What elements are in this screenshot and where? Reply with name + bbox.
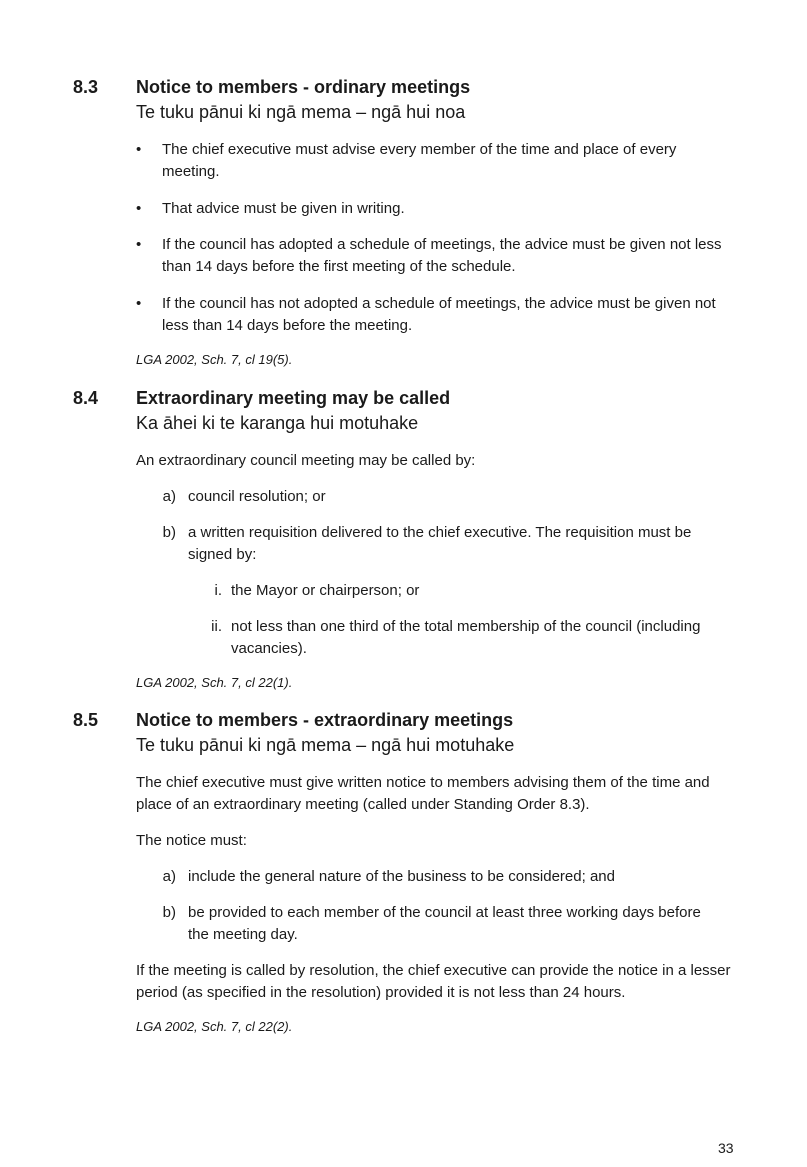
list-item-text: a written requisition delivered to the chief executive. The requisition must be signed by: bbox=[188, 524, 692, 563]
list-marker: ii. bbox=[211, 618, 222, 635]
section-subtitle: Te tuku pānui ki ngā mema – ngā hui noa bbox=[136, 102, 466, 122]
list-item-text: That advice must be given in writing. bbox=[162, 200, 405, 217]
citation: LGA 2002, Sch. 7, cl 22(1). bbox=[136, 675, 293, 690]
section-number: 8.4 bbox=[73, 388, 99, 408]
citation: LGA 2002, Sch. 7, cl 19(5). bbox=[136, 352, 293, 367]
list-item-text: include the general nature of the business to be considered; and bbox=[188, 868, 615, 885]
bullet-icon: • bbox=[136, 295, 142, 312]
citation: LGA 2002, Sch. 7, cl 22(2). bbox=[136, 1019, 293, 1034]
list-item-text: If the council has adopted a schedule of meetings, the advice must be given not less than 14 days before the first meeting of the schedule. bbox=[162, 236, 722, 275]
section-subtitle: Ka āhei ki te karanga hui motuhake bbox=[136, 413, 419, 433]
section-number: 8.5 bbox=[73, 710, 99, 730]
section-subtitle: Te tuku pānui ki ngā mema – ngā hui motuhake bbox=[136, 735, 515, 755]
list-marker: a) bbox=[162, 488, 176, 505]
section-title: Notice to members - ordinary meetings bbox=[136, 77, 471, 97]
bullet-icon: • bbox=[136, 200, 142, 217]
list-item-text: council resolution; or bbox=[188, 488, 326, 505]
list-marker: i. bbox=[214, 582, 222, 599]
paragraph: An extraordinary council meeting may be called by: bbox=[136, 452, 476, 469]
list-item-text: not less than one third of the total membership of the council (including vacancies). bbox=[231, 618, 701, 657]
list-marker: a) bbox=[162, 868, 176, 885]
bullet-icon: • bbox=[136, 236, 142, 253]
list-item-text: the Mayor or chairperson; or bbox=[231, 582, 420, 599]
list-item-text: The chief executive must advise every member of the time and place of every meeting. bbox=[162, 141, 677, 180]
paragraph: The notice must: bbox=[136, 832, 247, 849]
section-number: 8.3 bbox=[73, 77, 99, 97]
list-item-text: be provided to each member of the council at least three working days before the meeting day. bbox=[188, 904, 701, 943]
list-marker: b) bbox=[162, 524, 176, 541]
bullet-icon: • bbox=[136, 141, 142, 158]
section-title: Notice to members - extraordinary meetings bbox=[136, 710, 514, 730]
paragraph: If the meeting is called by resolution, the chief executive can provide the notice in a lesser period (as specified in the resolution) provided it is not less than 24 hours. bbox=[136, 962, 731, 1001]
section-title: Extraordinary meeting may be called bbox=[136, 388, 451, 408]
list-marker: b) bbox=[162, 904, 176, 921]
paragraph: The chief executive must give written notice to members advising them of the time and place of an extraordinary meeting (called under Standing Order 8.3). bbox=[136, 774, 710, 813]
list-item-text: If the council has not adopted a schedule of meetings, the advice must be given not less than 14 days before the meeting. bbox=[162, 295, 716, 334]
page-number: 33 bbox=[718, 1140, 734, 1156]
